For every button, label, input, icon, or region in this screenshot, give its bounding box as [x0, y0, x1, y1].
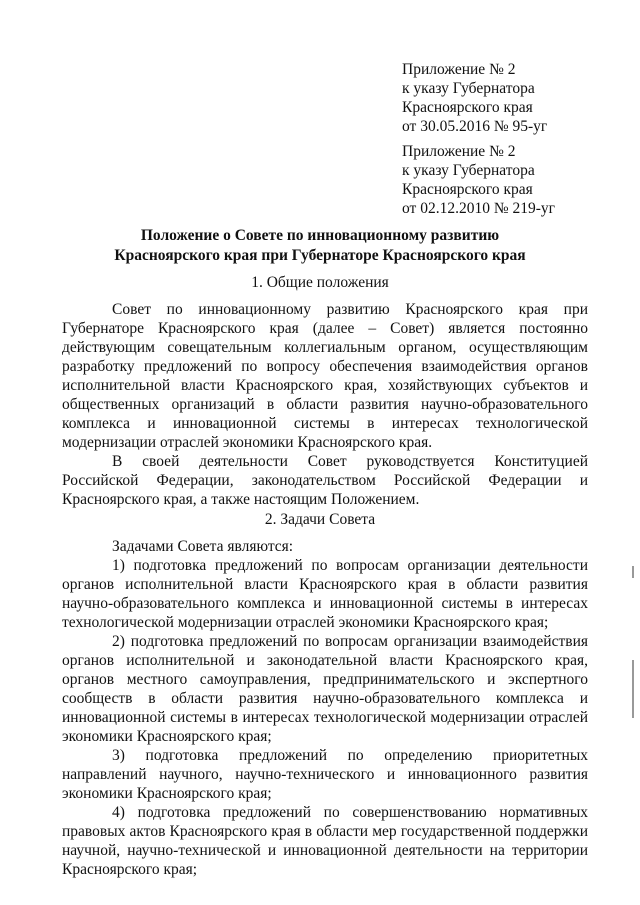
section-body-tasks — [62, 537, 588, 879]
appendix-line: Красноярского края — [402, 99, 533, 116]
paragraph: Задачами Совета являются: — [112, 538, 294, 555]
appendix-line: Приложение № 2 — [402, 61, 516, 78]
appendix-line: от 02.12.2010 № 219-уг — [402, 200, 556, 217]
list-item: 2) подготовка предложений по вопросам организации взаимодействия органов исполнительной и законодательной власти Красноярского края, органов местного самоуправления, предпринимательского и экспертного сообществ в области развития научно-образовательного комплекса и инновационной системы в интересах технологической модернизации отраслей экономики Красноярского края; — [62, 633, 588, 745]
scan-margin-mark — [632, 566, 634, 578]
section-body-general — [62, 300, 588, 509]
appendix-original-block — [402, 142, 632, 218]
appendix-line: Приложение № 2 — [402, 143, 516, 160]
title-line: Положение о Совете по инновационному развитию — [140, 227, 500, 244]
scan-margin-mark — [632, 660, 634, 718]
list-item: 3) подготовка предложений по определению приоритетных направлений научного, научно-технического и инновационного развития экономики Красноярского края; — [62, 747, 588, 802]
document-title — [60, 226, 580, 266]
appendix-line: от 30.05.2016 № 95-уг — [402, 118, 548, 135]
appendix-line: к указу Губернатора — [402, 162, 535, 179]
appendix-line: Красноярского края — [402, 181, 533, 198]
title-line: Красноярского края при Губернаторе Красноярского края — [114, 247, 526, 264]
appendix-line: к указу Губернатора — [402, 80, 535, 97]
paragraph: В своей деятельности Совет руководствуется Конституцией Российской Федерации, законодательством Российской Федерации и Красноярского края, а также настоящим Положением. — [62, 453, 588, 508]
list-item: 1) подготовка предложений по вопросам организации деятельности органов исполнительной власти Красноярского края в области развития научно-образовательного комплекса и инновационной системы в интересах технологической модернизации отраслей экономики Красноярского края; — [62, 557, 588, 631]
paragraph: Совет по инновационному развитию Красноярского края при Губернаторе Красноярского края (далее – Совет) является постоянно действующим совещательным коллегиальным органом, осуществляющим разработку предложений по вопросу обеспечения взаимодействия органов исполнительной власти Красноярского края, хозяйствующих субъектов и общественных организаций в области развития научно-образовательного комплекса и инновационной системы в интересах технологической модернизации отраслей экономики Красноярского края. — [62, 301, 588, 451]
appendix-current-block — [402, 60, 632, 136]
list-item: 4) подготовка предложений по совершенствованию нормативных правовых актов Красноярского края в области мер государственной поддержки научной, научно-технической и инновационной деятельности на территории Красноярского края; — [62, 804, 588, 878]
section-heading-general: 1. Общие положения — [251, 274, 389, 291]
section-heading-tasks: 2. Задачи Совета — [264, 511, 376, 528]
